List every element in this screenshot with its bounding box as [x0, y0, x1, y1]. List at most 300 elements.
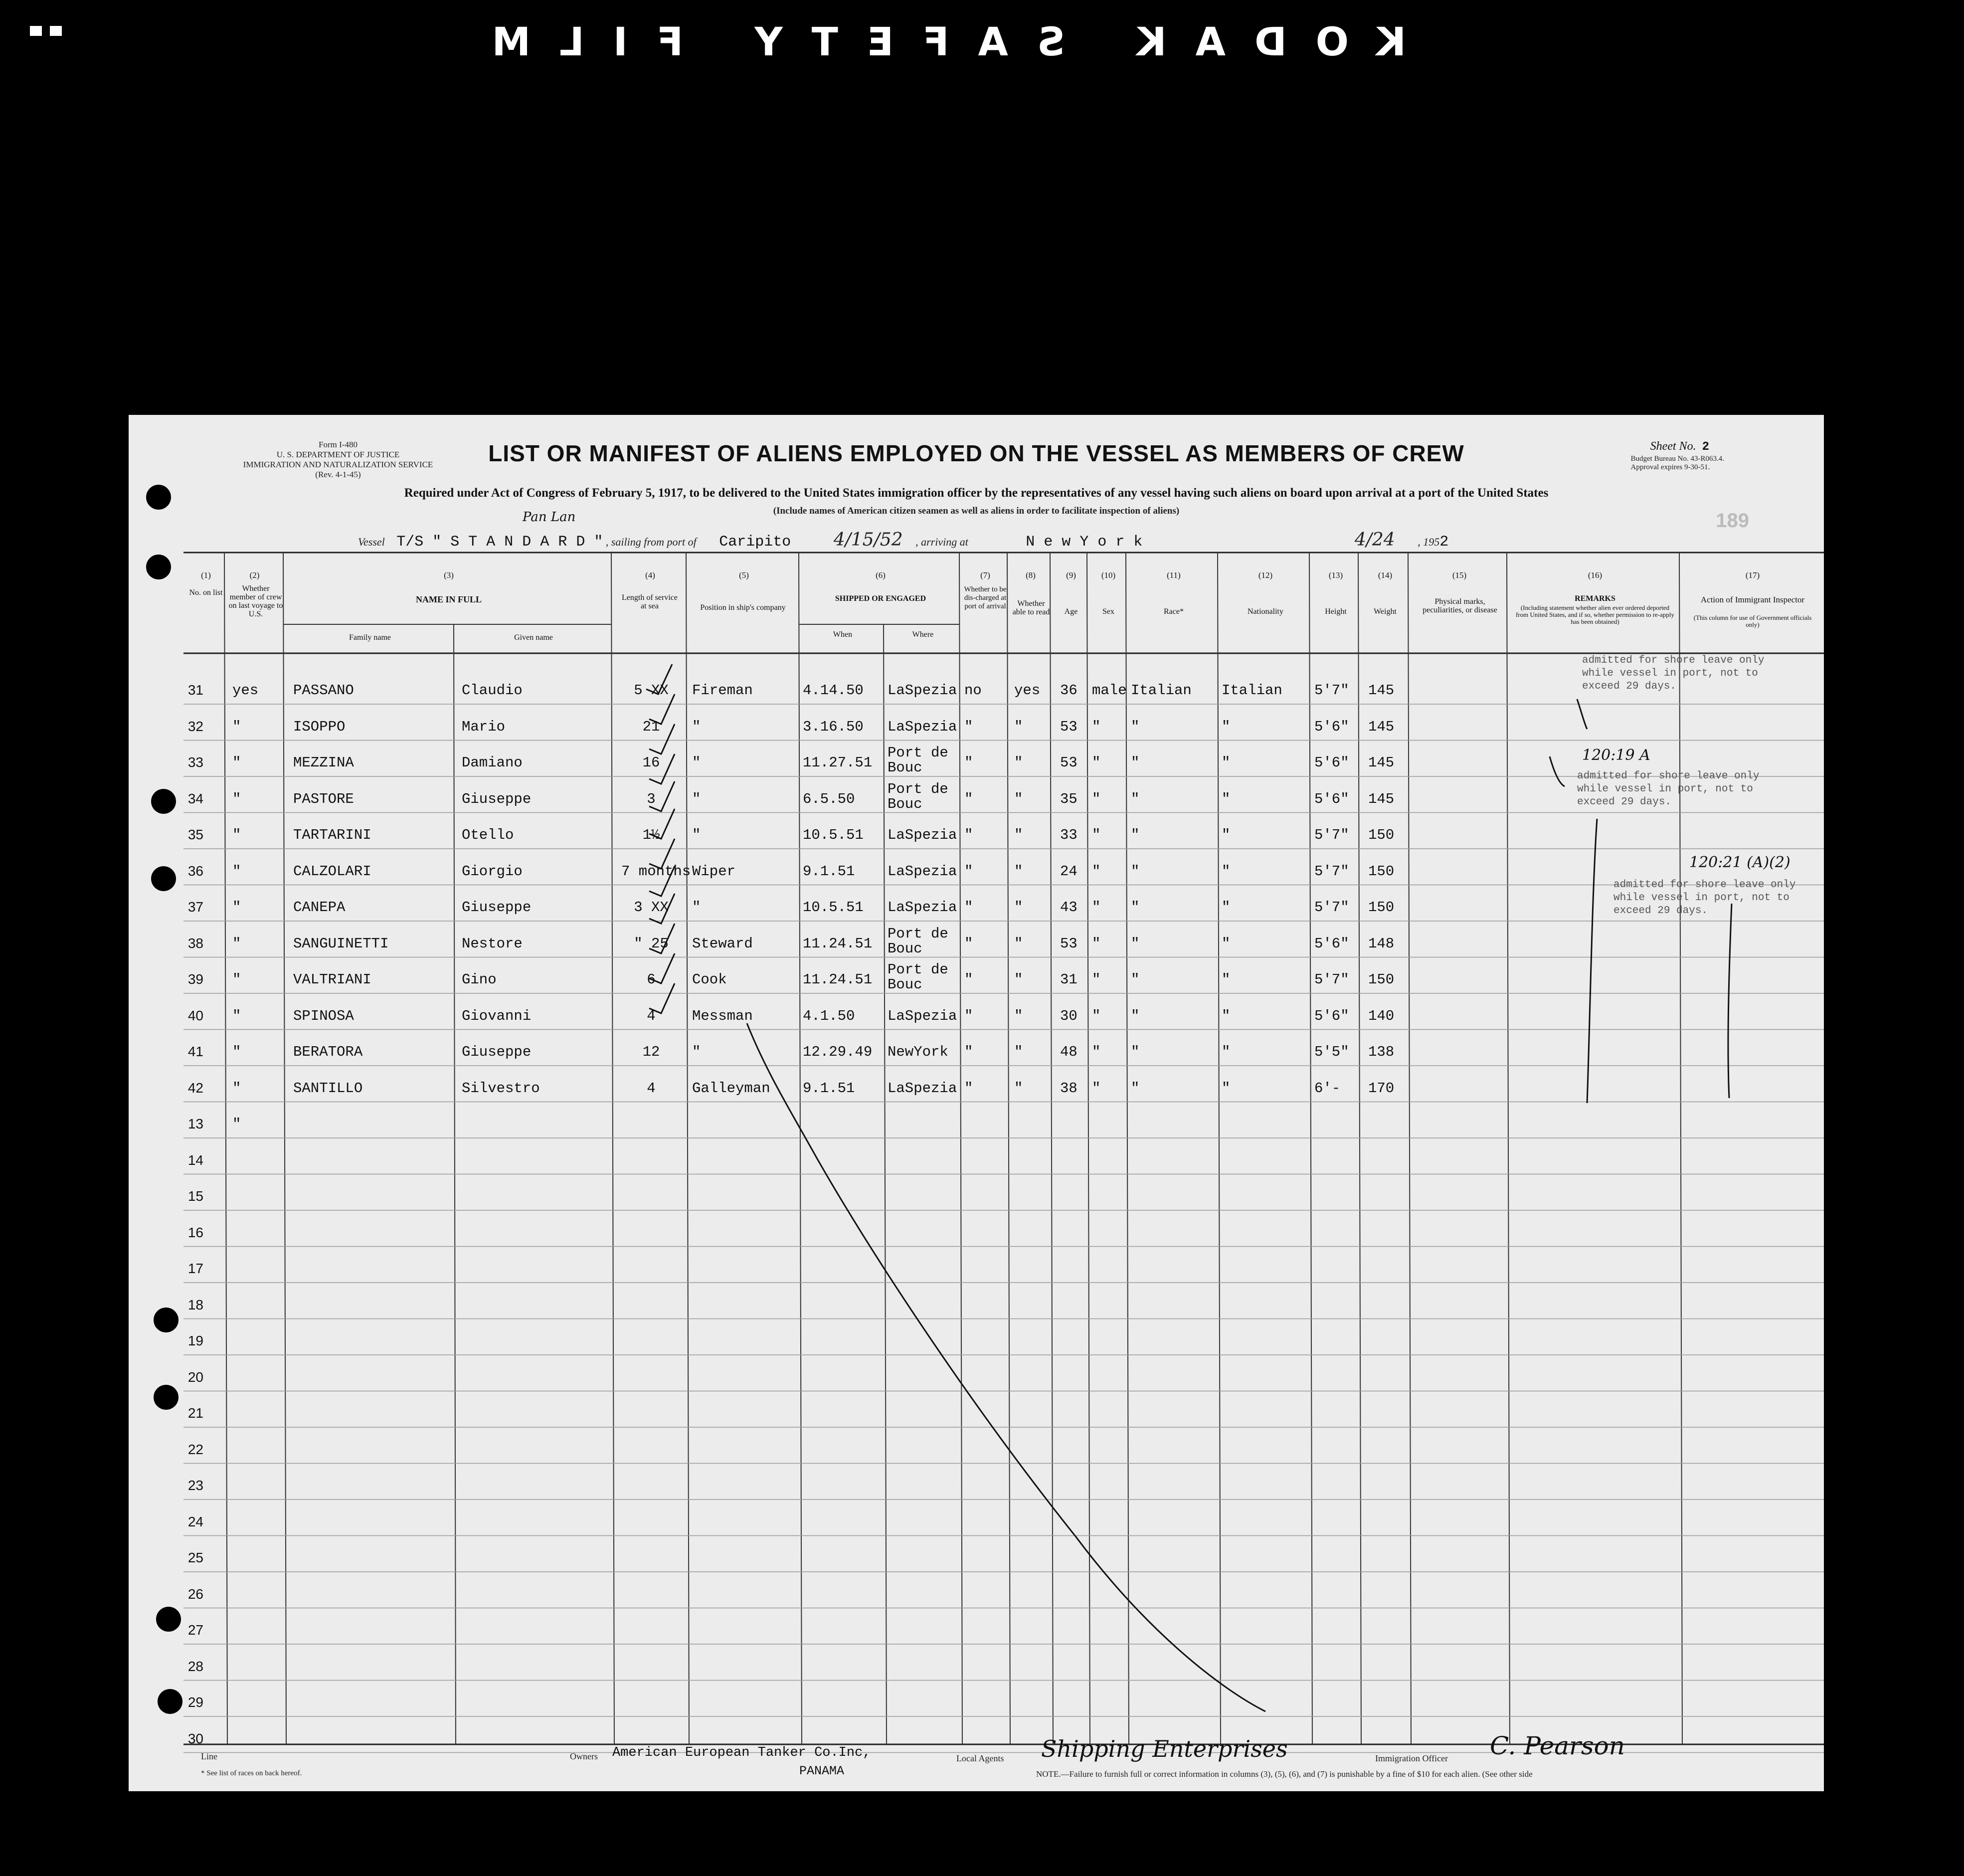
col-num-17: (17) [1745, 570, 1760, 580]
race-cell: " [1131, 1007, 1140, 1024]
sailing-port: Caripito [719, 534, 791, 551]
length-service-cell: 4 [647, 1080, 656, 1097]
length-service-cell: 7 months [621, 863, 691, 880]
nationality-cell: " [1222, 935, 1231, 952]
height-cell: 5'6" [1314, 790, 1349, 807]
crew-cell: " [232, 718, 241, 735]
race-cell: " [1131, 1080, 1140, 1097]
shipped-when-cell: 3.16.50 [803, 718, 864, 735]
remark-line: admitted for shore leave only [1577, 770, 1760, 782]
owners-label: Owners [570, 1751, 598, 1761]
action-code-2: 120:21 (A)(2) [1689, 854, 1790, 871]
given-name-cell: Giuseppe [462, 790, 532, 807]
race-cell: " [1131, 827, 1140, 843]
nationality-cell: " [1222, 827, 1231, 843]
col-header-height: Height [1325, 607, 1347, 616]
shipped-where-cell: LaSpezia [888, 827, 957, 843]
service-name: IMMIGRATION AND NATURALIZATION SERVICE [243, 460, 433, 469]
form-revision: (Rev. 4-1-45) [315, 470, 361, 479]
given-name-cell: Otello [462, 827, 514, 843]
able-read-cell: " [1014, 1080, 1023, 1097]
given-name-cell: Mario [462, 718, 506, 735]
col-header-whether-crew: Whether member of crew on last voyage to U.S. [228, 584, 283, 618]
crew-cell: " [232, 790, 241, 807]
given-name-cell: Claudio [462, 682, 523, 699]
nationality-cell: " [1222, 1007, 1231, 1024]
length-service-cell: 3 XX [634, 899, 669, 916]
shipped-when-cell: 9.1.51 [803, 863, 855, 880]
col-header-weight: Weight [1374, 607, 1397, 616]
family-name-cell: SANTILLO [293, 1080, 363, 1097]
position-cell: Messman [692, 1007, 753, 1024]
arrival-date: 4/24 [1354, 530, 1395, 550]
col-num-12: (12) [1258, 570, 1273, 580]
position-cell: " [692, 754, 701, 771]
col-header-remarks: REMARKS [1575, 594, 1615, 603]
row-number-cell: 14 [187, 1152, 203, 1168]
race-cell: " [1131, 971, 1140, 988]
remark-line: admitted for shore leave only [1613, 879, 1796, 891]
position-cell: Fireman [692, 682, 753, 699]
col-header-remarks-note: (Including statement whether alien ever ordered deported from United States, and if so, whether permission to re-apply has been obtained) [1515, 604, 1675, 625]
sheet-label: Sheet No. [1650, 440, 1696, 453]
sailing-date: 4/15/52 [833, 530, 903, 550]
col-num-9: (9) [1066, 570, 1076, 580]
discharged-cell: " [964, 827, 973, 843]
able-read-cell: " [1014, 827, 1023, 843]
crew-cell: " [232, 863, 241, 880]
position-cell: Steward [692, 935, 753, 952]
height-cell: 5'7" [1314, 827, 1349, 843]
year-suffix: 2 [1439, 534, 1449, 551]
crew-cell: " [232, 899, 241, 916]
film-perforation [50, 26, 62, 36]
col-num-2: (2) [249, 570, 260, 580]
col-header-no-on-list: No. on list [189, 588, 223, 597]
vessel-name: T/S " S T A N D A R D " [396, 534, 603, 551]
agents-signature: Shipping Enterprises [1041, 1735, 1288, 1762]
sex-cell: " [1092, 935, 1101, 952]
remark-line: exceed 29 days. [1582, 681, 1677, 692]
crew-cell: " [232, 827, 241, 843]
able-read-cell: " [1014, 899, 1023, 916]
department-name: U. S. DEPARTMENT OF JUSTICE [276, 450, 400, 459]
race-cell: " [1131, 863, 1140, 880]
age-cell: 33 [1060, 827, 1077, 843]
nationality-cell: " [1222, 899, 1231, 916]
length-service-cell: 6 [647, 971, 656, 988]
shipped-when-cell: 6.5.50 [803, 790, 855, 807]
race-cell: " [1131, 935, 1140, 952]
family-name-cell: BERATORA [293, 1044, 363, 1060]
col-header-length-service: Length of service at sea [622, 593, 678, 610]
row-number-cell: 24 [187, 1513, 203, 1529]
col-header-nationality: Nationality [1248, 607, 1283, 616]
family-name-cell: CALZOLARI [293, 863, 371, 880]
weight-cell: 140 [1368, 1007, 1395, 1024]
family-name-cell: VALTRIANI [293, 971, 371, 988]
row-number-cell: 36 [187, 863, 203, 879]
able-read-cell: " [1014, 790, 1023, 807]
height-cell: 5'7" [1314, 682, 1349, 699]
shipped-where-cell: LaSpezia [888, 1007, 957, 1024]
shipped-when-cell: 11.24.51 [803, 935, 873, 952]
shipped-where-cell: Port de Bouc [888, 780, 948, 812]
vessel-label: Vessel [358, 536, 385, 548]
discharged-cell: " [964, 1044, 973, 1060]
remark-block-1 [1582, 654, 1764, 693]
col-header-action: Action of Immigrant Inspector [1700, 595, 1805, 604]
row-number-cell: 38 [187, 935, 203, 951]
height-cell: 5'6" [1314, 718, 1349, 735]
remark-line: exceed 29 days. [1613, 905, 1708, 917]
family-name-cell: PASTORE [293, 790, 354, 807]
age-cell: 36 [1060, 682, 1077, 699]
age-cell: 24 [1060, 863, 1077, 880]
arriving-label: , arriving at [915, 536, 968, 548]
able-read-cell: " [1014, 754, 1023, 771]
height-cell: 5'5" [1314, 1044, 1349, 1060]
weight-cell: 145 [1368, 754, 1395, 771]
age-cell: 30 [1060, 1007, 1077, 1024]
col-header-age: Age [1064, 607, 1078, 616]
remark-line: while vessel in port, not to [1613, 892, 1789, 904]
row-number-cell: 30 [187, 1730, 203, 1746]
sex-cell: " [1092, 827, 1101, 843]
row-number-cell: 40 [187, 1007, 203, 1023]
film-edge-text: KODAK SAFETY FILM [463, 20, 1406, 65]
length-service-cell: " 25 [634, 935, 669, 952]
height-cell: 5'7" [1314, 899, 1349, 916]
remark-block-2 [1577, 770, 1759, 809]
row-number-cell: 16 [187, 1224, 203, 1240]
weight-cell: 150 [1368, 827, 1395, 843]
nationality-cell: " [1222, 971, 1231, 988]
shipped-when-cell: 9.1.51 [803, 1080, 855, 1097]
height-cell: 6'- [1314, 1080, 1341, 1097]
height-cell: 5'6" [1314, 935, 1349, 952]
age-cell: 48 [1060, 1044, 1077, 1060]
position-cell: Cook [692, 971, 727, 988]
row-number-cell: 39 [187, 971, 203, 987]
crew-cell: " [232, 935, 241, 952]
weight-cell: 148 [1368, 935, 1395, 952]
shipped-where-cell: LaSpezia [888, 899, 957, 916]
row-number-cell: 31 [187, 682, 203, 698]
weight-cell: 150 [1368, 899, 1395, 916]
given-name-cell: Damiano [462, 754, 523, 771]
height-cell: 5'7" [1314, 863, 1349, 880]
col-header-name-in-full: NAME IN FULL [415, 594, 482, 604]
discharged-cell: " [964, 899, 973, 916]
sex-cell: " [1092, 1044, 1101, 1060]
given-name-cell: Nestore [462, 935, 523, 952]
crew-cell: " [232, 971, 241, 988]
shipped-where-cell: LaSpezia [888, 863, 957, 880]
row-number-cell: 17 [187, 1261, 203, 1276]
sheet-value: 2 [1702, 440, 1709, 454]
discharged-cell: " [964, 971, 973, 988]
able-read-cell: " [1014, 1007, 1023, 1024]
film-perforation [30, 26, 42, 36]
nationality-cell: " [1222, 1044, 1231, 1060]
race-cell: Italian [1131, 682, 1192, 699]
row-number-cell: 27 [187, 1622, 203, 1638]
height-cell: 5'6" [1314, 754, 1349, 771]
shipped-when-cell: 11.27.51 [803, 754, 873, 771]
position-cell: " [692, 1044, 701, 1060]
weight-cell: 150 [1368, 863, 1395, 880]
col-header-where: Where [912, 630, 934, 639]
given-name-cell: Gino [462, 971, 497, 988]
age-cell: 31 [1060, 971, 1077, 988]
sex-cell: " [1092, 1080, 1101, 1097]
length-service-cell: 21 [642, 718, 660, 735]
height-cell: 5'7" [1314, 971, 1349, 988]
col-header-physical: Physical marks, peculiarities, or disease [1423, 597, 1497, 614]
manifest-page [129, 415, 1824, 1791]
discharged-cell: " [964, 935, 973, 952]
col-num-4: (4) [645, 570, 655, 580]
weight-cell: 138 [1368, 1044, 1395, 1060]
col-header-given-name: Given name [514, 633, 553, 642]
crew-cell: " [232, 1116, 241, 1132]
crew-cell: yes [232, 682, 259, 699]
nationality-cell: " [1222, 1080, 1231, 1097]
length-service-cell: 16 [642, 754, 660, 771]
nationality-cell: " [1222, 790, 1231, 807]
position-cell: " [692, 790, 701, 807]
row-number-cell: 41 [187, 1044, 203, 1059]
given-name-cell: Giuseppe [462, 1044, 532, 1060]
sex-cell: " [1092, 899, 1101, 916]
races-footnote: * See list of races on back hereof. [201, 1769, 302, 1777]
row-number-cell: 15 [187, 1188, 203, 1204]
penalty-note: NOTE.—Failure to furnish full or correct information in columns (3), (5), (6), and (7) is punishable by a fine of $10 for each alien. (See other side [1036, 1769, 1533, 1779]
position-cell: " [692, 899, 701, 916]
discharged-cell: " [964, 1080, 973, 1097]
age-cell: 53 [1060, 718, 1077, 735]
height-cell: 5'6" [1314, 1007, 1349, 1024]
discharged-cell: " [964, 754, 973, 771]
age-cell: 43 [1060, 899, 1077, 916]
discharged-cell: " [964, 718, 973, 735]
col-header-discharged: Whether to be dis-charged at port of arrival [964, 585, 1007, 610]
weight-cell: 145 [1368, 718, 1395, 735]
position-cell: " [692, 827, 701, 843]
col-header-when: When [833, 630, 853, 639]
row-number-cell: 28 [187, 1658, 203, 1674]
page-stamp: 189 [1716, 510, 1749, 532]
year-prefix: , 195 [1418, 536, 1440, 548]
row-number-cell: 13 [187, 1116, 203, 1131]
race-cell: " [1131, 899, 1140, 916]
remark-line: admitted for shore leave only [1582, 655, 1765, 666]
age-cell: 38 [1060, 1080, 1077, 1097]
shipped-when-cell: 10.5.51 [803, 899, 864, 916]
sailing-label: , sailing from port of [605, 536, 697, 548]
able-read-cell: " [1014, 935, 1023, 952]
sex-cell: " [1092, 718, 1101, 735]
age-cell: 53 [1060, 935, 1077, 952]
row-number-cell: 18 [187, 1297, 203, 1313]
position-cell: Wiper [692, 863, 736, 880]
col-header-action-note: (This column for use of Government officials only) [1693, 614, 1812, 628]
owners-name: American European Tanker Co.Inc, [612, 1745, 871, 1760]
action-code-1: 120:19 A [1582, 747, 1650, 764]
col-header-sex: Sex [1102, 607, 1114, 616]
officer-label: Immigration Officer [1375, 1753, 1448, 1763]
age-cell: 35 [1060, 790, 1077, 807]
col-num-6: (6) [876, 570, 886, 580]
able-read-cell: " [1014, 718, 1023, 735]
legal-requirement: Required under Act of Congress of February 5, 1917, to be delivered to the United States immigration officer by the representatives of any vessel having such aliens on board upon arrival at a port of the United States [404, 486, 1549, 500]
weight-cell: 145 [1368, 790, 1395, 807]
shipped-where-cell: LaSpezia [888, 1080, 957, 1097]
shipped-where-cell: Port de Bouc [888, 745, 948, 776]
remark-block-3 [1613, 879, 1795, 918]
remark-line: while vessel in port, not to [1582, 668, 1758, 679]
col-num-5: (5) [739, 570, 749, 580]
col-header-able-read: Whether able to read [1012, 599, 1050, 616]
col-header-position: Position in ship's company [700, 603, 786, 612]
position-cell: Galleyman [692, 1080, 770, 1097]
discharged-cell: " [964, 790, 973, 807]
length-service-cell: 4 [647, 1007, 656, 1024]
able-read-cell: " [1014, 971, 1023, 988]
remark-line: exceed 29 days. [1577, 796, 1672, 808]
length-service-cell: 5 XX [634, 682, 669, 699]
family-name-cell: PASSANO [293, 682, 354, 699]
row-number-cell: 32 [187, 718, 203, 734]
family-name-cell: TARTARINI [293, 827, 371, 843]
film-edge [0, 0, 1964, 65]
race-cell: " [1131, 1044, 1140, 1060]
weight-cell: 150 [1368, 971, 1395, 988]
col-num-16: (16) [1588, 570, 1603, 580]
family-name-cell: SPINOSA [293, 1007, 354, 1024]
row-number-cell: 20 [187, 1369, 203, 1385]
crew-cell: " [232, 1044, 241, 1060]
col-num-1: (1) [201, 570, 211, 580]
able-read-cell: " [1014, 1044, 1023, 1060]
include-note: (Include names of American citizen seamen as well as aliens in order to facilitate inspection of aliens) [773, 506, 1180, 516]
discharged-cell: " [964, 863, 973, 880]
budget-number: Budget Bureau No. 43-R063.4. [1630, 455, 1724, 463]
approval-expiry: Approval expires 9-30-51. [1630, 463, 1710, 471]
given-name-cell: Giuseppe [462, 899, 532, 916]
row-number-cell: 19 [187, 1333, 203, 1348]
agents-label: Local Agents [956, 1753, 1004, 1763]
sex-cell: " [1092, 754, 1101, 771]
crew-cell: " [232, 1007, 241, 1024]
shipped-when-cell: 10.5.51 [803, 827, 864, 843]
given-name-cell: Giorgio [462, 863, 523, 880]
given-name-cell: Giovanni [462, 1007, 532, 1024]
family-name-cell: ISOPPO [293, 718, 346, 735]
shipped-when-cell: 4.14.50 [803, 682, 864, 699]
page-title: LIST OR MANIFEST OF ALIENS EMPLOYED ON THE VESSEL AS MEMBERS OF CREW [488, 440, 1464, 466]
shipped-where-cell: Port de Bouc [888, 961, 948, 993]
remark-line: while vessel in port, not to [1577, 783, 1753, 795]
given-name-cell: Silvestro [462, 1080, 540, 1097]
sex-cell: " [1092, 1007, 1101, 1024]
row-number-cell: 29 [187, 1694, 203, 1710]
length-service-cell: 3 [647, 790, 656, 807]
race-cell: " [1131, 754, 1140, 771]
weight-cell: 145 [1368, 682, 1395, 699]
length-service-cell: 1½ [642, 827, 660, 843]
weight-cell: 170 [1368, 1080, 1395, 1097]
row-number-cell: 34 [187, 790, 203, 806]
owners-country: PANAMA [799, 1764, 845, 1778]
arrival-port: N e w Y o r k [1026, 534, 1143, 551]
sex-cell: " [1092, 863, 1101, 880]
shipped-where-cell: LaSpezia [888, 682, 957, 699]
length-service-cell: 12 [642, 1044, 660, 1060]
row-number-cell: 23 [187, 1478, 203, 1493]
discharged-cell: no [964, 682, 982, 699]
age-cell: 53 [1060, 754, 1077, 771]
shipped-where-cell: Port de Bouc [888, 925, 948, 957]
shipped-when-cell: 11.24.51 [803, 971, 873, 988]
col-header-race: Race* [1164, 607, 1184, 616]
sex-cell: " [1092, 971, 1101, 988]
family-name-cell: SANGUINETTI [293, 935, 389, 952]
col-header-family-name: Family name [349, 633, 391, 642]
nationality-cell: " [1222, 718, 1231, 735]
form-number: Form I-480 [319, 440, 357, 449]
col-num-15: (15) [1452, 570, 1467, 580]
col-num-10: (10) [1101, 570, 1116, 580]
col-header-shipped: SHIPPED OR ENGAGED [835, 594, 926, 603]
shipped-when-cell: 12.29.49 [803, 1044, 873, 1060]
family-name-cell: MEZZINA [293, 754, 354, 771]
row-number-cell: 22 [187, 1441, 203, 1457]
col-num-7: (7) [980, 570, 990, 580]
vessel-handwritten-note: Pan Lan [523, 510, 576, 525]
col-num-11: (11) [1167, 570, 1181, 580]
crew-cell: " [232, 1080, 241, 1097]
line-label: Line [201, 1751, 217, 1761]
nationality-cell: Italian [1222, 682, 1282, 699]
able-read-cell: yes [1014, 682, 1041, 699]
row-number-cell: 26 [187, 1586, 203, 1602]
able-read-cell: " [1014, 863, 1023, 880]
col-num-8: (8) [1026, 570, 1036, 580]
race-cell: " [1131, 718, 1140, 735]
row-number-cell: 35 [187, 827, 203, 842]
row-number-cell: 37 [187, 899, 203, 915]
officer-signature: C. Pearson [1490, 1731, 1625, 1760]
row-number-cell: 42 [187, 1080, 203, 1096]
row-number-cell: 33 [187, 754, 203, 770]
nationality-cell: " [1222, 863, 1231, 880]
shipped-where-cell: NewYork [888, 1044, 948, 1060]
row-number-cell: 21 [187, 1405, 203, 1421]
sex-cell: " [1092, 790, 1101, 807]
shipped-where-cell: LaSpezia [888, 718, 957, 735]
row-number-cell: 25 [187, 1550, 203, 1565]
col-num-14: (14) [1378, 570, 1393, 580]
position-cell: " [692, 718, 701, 735]
shipped-when-cell: 4.1.50 [803, 1007, 855, 1024]
col-num-13: (13) [1328, 570, 1343, 580]
discharged-cell: " [964, 1007, 973, 1024]
race-cell: " [1131, 790, 1140, 807]
family-name-cell: CANEPA [293, 899, 346, 916]
col-num-3: (3) [444, 570, 454, 580]
